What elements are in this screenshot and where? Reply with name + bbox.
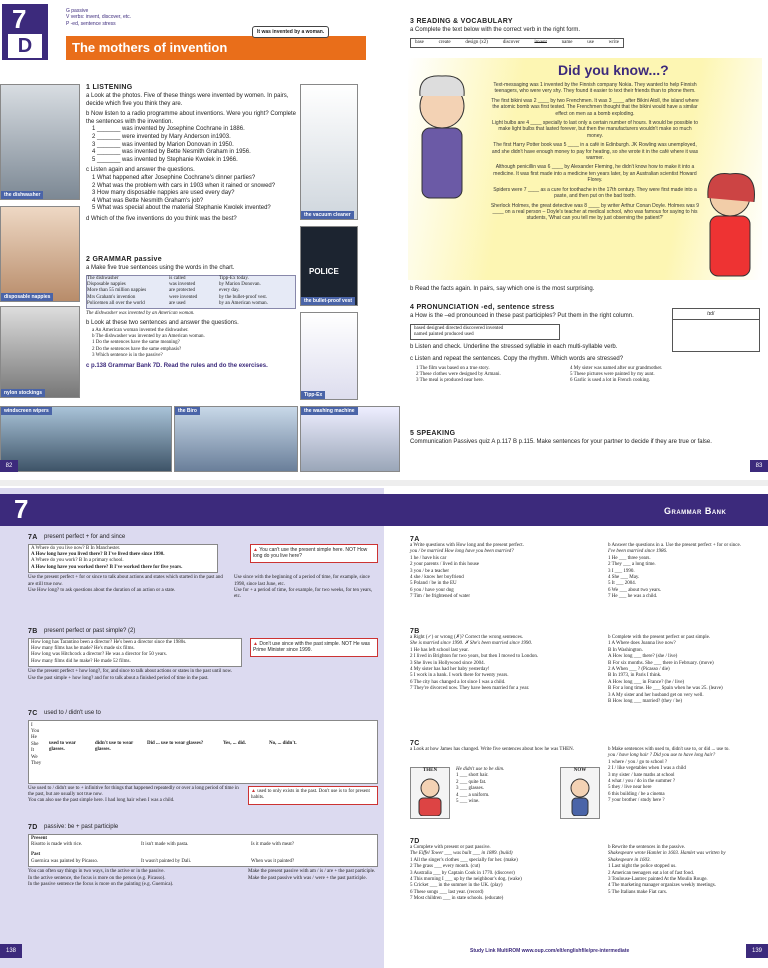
warning-box <box>250 638 378 657</box>
section-tag: 7B <box>28 628 38 635</box>
rule-note: Make the present passive with am / is / are + the past participle. <box>248 869 376 875</box>
vocab-heading: 3 READING & VOCABULARY <box>410 18 513 25</box>
word: named <box>414 332 428 337</box>
exercise-item: 6 We ___ about two years. <box>608 587 662 593</box>
exercise-instruction: b Rewrite the sentences in the passive. <box>608 845 686 850</box>
listening-c: c Listen again and answer the questions. <box>86 167 195 174</box>
speech-bubble: It was invented by a woman. <box>252 26 329 38</box>
exercise-item: 2 American teenagers eat a lot of fast food. <box>608 870 694 876</box>
chart-cell: was invented <box>169 282 196 287</box>
exercise-instruction: a Look at how James has changed. Write five sentences about how he was THEN. <box>410 747 575 752</box>
warning-icon: ▲ <box>253 547 258 553</box>
james-now-image <box>560 767 600 819</box>
chart-cell: The dishwasher <box>87 275 119 281</box>
spread-divider <box>0 480 768 486</box>
photo-washing-machine <box>300 406 400 472</box>
police-label: POLICE <box>309 267 339 276</box>
exercise-item: 1 ___ short hair. <box>456 773 489 779</box>
chart-cell: Policemen all over the world <box>87 301 145 307</box>
exercise-item: 1 He has left school last year. <box>410 647 469 653</box>
list-item: 1 The film was based on a true story. <box>416 365 490 371</box>
page-number-left: 82 <box>0 460 18 472</box>
exercise-item: 5 Cricket ___ in the summer in the UK. (play) <box>410 883 503 889</box>
list-item: 3 The meal is produced near here. <box>416 378 484 384</box>
list-item: 4 My sister was named after our grandmother. <box>570 365 663 371</box>
photo-caption: nylon stockings <box>1 389 45 397</box>
exercise-item: B How long ___ married? (they / be) <box>608 699 683 705</box>
pronunciation-section <box>410 304 760 385</box>
unit-number: 7 <box>12 4 27 34</box>
table-cell: Is it made with meat? <box>251 842 295 847</box>
photo-caption: windscreen wipers <box>1 407 52 415</box>
photo-vacuum <box>300 84 358 220</box>
exercise-item: 2 I / like vegetables when I was a child <box>608 766 686 772</box>
pronoun: It <box>31 748 35 754</box>
example-box <box>28 544 218 574</box>
woman-illustration <box>698 168 762 278</box>
word: painted <box>428 332 444 337</box>
rule-note: You can also use the past simple here. I had long hair when I was a child. <box>28 798 175 804</box>
exercise-item: 7 Tim / be frightened of water <box>410 594 470 600</box>
section-tag: 7A <box>28 534 38 541</box>
rule-note: Use the past simple + how long? and for to talk about a finished period of time in the past. <box>28 675 209 681</box>
ex-7d <box>410 838 760 903</box>
chart-cell: were invented <box>169 294 198 300</box>
section-tag: 7C <box>410 740 420 747</box>
listening-heading: 1 LISTENING <box>86 84 133 91</box>
page-number-left: 138 <box>0 944 22 958</box>
list-item: 2 What was the problem with cars in 1903 when it rained or snowed? <box>92 182 276 189</box>
list-item: a An American woman invented the dishwasher. <box>92 327 189 333</box>
word: write <box>608 39 619 45</box>
grammar-bank-link[interactable]: c p.138 Grammar Bank 7D. Read the rules and do the exercises. <box>86 362 268 369</box>
list-item: 5 _______ was invented by Stephanie Kwolek in 1966. <box>92 156 238 163</box>
grammar-bank-title: Grammar Bank <box>664 506 727 516</box>
section-tag: 7D <box>28 824 38 831</box>
rule-note: Make the past passive with was / were + the past participle. <box>248 875 367 881</box>
exercise-item: A How long ___ there? (she / live) <box>608 654 678 660</box>
pronoun: They <box>31 761 42 767</box>
listening-a: a Look at the photos. Five of these things were invented by women. In pairs, decide which five you think they are. <box>86 93 289 107</box>
exercise-example: She is married since 1990. ✗ She's been married since 1990. <box>410 641 533 647</box>
word-box <box>410 38 624 48</box>
example-row: How long was Hitchcock a director? He was a director for 50 years. <box>31 652 167 658</box>
section-title: passive: be + past participle <box>44 824 119 830</box>
warning-icon: ▲ <box>251 788 256 794</box>
rule-note: In the active sentence, the focus is more on the person (e.g. Picasso). <box>28 875 166 881</box>
exercise-example: He didn't use to be slim. <box>456 767 505 772</box>
exercise-item: 5 they / live near here <box>608 785 652 791</box>
rule-note: Use How long? to ask questions about the duration of an action or a state. <box>28 588 176 594</box>
example-row: A How long have you worked there? B I've worked there for five years. <box>31 564 183 570</box>
exercise-item: 2 your parents / lived in this house <box>410 562 480 568</box>
warning-text: You can't use the present simple here. NOT How long do you live here? <box>253 547 368 560</box>
exercise-item: 2 I lived in Brighton for two years, but then I moved to London. <box>410 654 539 660</box>
fact-paragraph: The first bikini was 2 ____ by two Frenchmen. It was 3 ____ after Bikini Atoll, the island where the atomic bomb was first tested. The Frenchmen thought that the bikini would have a similar effect on men as a bomb exploding. <box>491 97 699 117</box>
rule-note: Use the present perfect + for or since to talk about actions and states which started in the past and are still true now. <box>28 575 223 587</box>
unit-key <box>66 8 131 27</box>
exercise-example: I've been married since 1986. <box>608 549 668 555</box>
chart-cell: by an American woman. <box>219 301 268 307</box>
listening-b: b Now listen to a radio programme about inventions. Were you right? Complete the sentences with the invention. <box>86 111 296 125</box>
pronoun: You <box>31 729 40 734</box>
example-row: A Where do you live now? B In Manchester. <box>31 545 121 551</box>
fact-paragraph: Although penicillin was 6 ____ by Alexander Fleming, he didn't know how to make it into a medicine. It was first made into a medicine ten years later, by an Australian scientist Howard Florey. <box>493 164 697 184</box>
photo-wipers <box>0 406 172 472</box>
chart-cell: Disposable nappies <box>87 282 126 287</box>
exercise-item: 4 what / you / do in the summer ? <box>608 779 676 785</box>
word: base <box>415 39 424 45</box>
short-answer-yes: Yes, ... did. <box>223 740 246 746</box>
chart-cell: are protected <box>169 288 195 294</box>
photo-caption: the bullet-proof vest <box>301 297 355 305</box>
exercise-item: 3 ___ glasses. <box>456 786 484 792</box>
exercise-item: 2 ___ quite fat. <box>456 779 487 785</box>
photo-caption: the Biro <box>175 407 200 415</box>
exercise-item: 4 She ___ May. <box>608 575 640 581</box>
pron-word-box <box>410 324 560 341</box>
table-cell: It isn't made with pasta. <box>141 842 189 847</box>
example-row: How many films has he made? He's made six films. <box>31 646 135 651</box>
exercise-item: 3 my sister / hate maths at school <box>608 772 675 778</box>
example-row: How many films did he make? He made 52 films. <box>31 658 131 664</box>
bottom-spread <box>0 488 768 968</box>
rule-note: You can often say things in two ways, in the active or in the passive. <box>28 869 165 875</box>
fact-paragraph: Light bulbs are 4 ____ specially to last only a certain number of hours. It would be possible to make light bulbs that lasted forever, but then the manufacturers wouldn't make so much money. <box>492 120 698 139</box>
chart-cell: are used <box>169 301 186 307</box>
pronoun: He <box>31 735 37 741</box>
exercise-item: 4 ___ a uniform. <box>456 792 490 798</box>
table-cell: Risotto is made with rice. <box>31 842 83 847</box>
speaking-section <box>410 430 740 447</box>
pron-column-table <box>672 308 760 352</box>
exercise-item: 4 The marketing manager organizes weekly meetings. <box>608 883 716 889</box>
section-tag: 7C <box>28 710 38 717</box>
exercise-example: Shakespeare wrote Hamlet in 1603. Hamlet was written by Shakespeare in 1603. <box>608 851 726 863</box>
list-item: 3 How many disposable nappies are used every day? <box>92 190 235 197</box>
rule-note: Use the present perfect + how long?, for, and since to talk about actions or states in the past until now. <box>28 669 233 675</box>
photo-caption: the dishwasher <box>1 191 43 199</box>
exercise-item: 3 A My sister and her husband get on very well. <box>608 692 704 698</box>
exercise-item: 3 She lives in Hollywood since 2004. <box>410 660 485 666</box>
fact-paragraph: Sherlock Holmes, the great detective was 8 ____ by writer Arthur Conan Doyle. Holmes was 9 ____ on a real person – Doyle's teacher at medical school, who was famous for saying to his students, 'What can you tell me by just observing the patient?' <box>490 202 700 222</box>
grammar-chart <box>86 275 296 309</box>
rule-note: Use used to / didn't use to + infinitive for things that happened repeatedly or over a long period of time in the past, but are usually not true now. <box>28 785 239 797</box>
list-item: 5 These pictures were painted by my aunt. <box>570 372 655 377</box>
word: create <box>438 39 451 45</box>
chart-cell: is called <box>169 275 186 281</box>
speaking-text[interactable]: Communication Passives quiz A p.117 B p.115. Make sentences for your partner to decide if they are true or false. <box>410 439 712 445</box>
warning-box <box>250 544 378 563</box>
photo-caption: disposable nappies <box>1 293 53 301</box>
photo-caption: Tipp-Ex <box>301 391 325 399</box>
grammar-b: b Look at these two sentences and answer the questions. <box>86 320 239 327</box>
exercise-item: 3 I ___ 1990. <box>608 568 635 574</box>
chart-cell: More than 55 million nappies <box>87 288 147 294</box>
list-item: 4 _______ was invented by Bette Nesmith Graham in 1956. <box>92 149 251 156</box>
pronoun: She <box>31 741 39 747</box>
exercise-item: B For a long time. He ___ Spain when he was 25. (leave) <box>608 686 723 692</box>
exercise-item: 2 A When ___ ? (Picasso / die) <box>608 667 670 673</box>
warning-text: Don't use since with the past simple. NOT He was Prime Minister since 1999. <box>253 641 370 654</box>
page-number-right: 139 <box>746 944 768 958</box>
exercise-item: 1 where / you / go to school ? <box>608 759 668 765</box>
table-cell: Guernica was painted by Picasso. <box>31 858 99 864</box>
exercise-item: 1 he / have his car <box>410 555 447 561</box>
photo-vest <box>300 226 358 306</box>
word: based <box>414 325 426 331</box>
example-row: A How long have you lived there? B I've lived there since 1990. <box>31 552 165 557</box>
exercise-example: you / be married How long have you been married? <box>410 549 514 555</box>
passive-table <box>28 834 378 868</box>
key-grammar: G passive <box>66 8 89 14</box>
exercise-item: 5 ___ wine. <box>456 799 480 805</box>
warning-icon: ▲ <box>253 641 258 647</box>
exercise-item: 4 she / know her boyfriend <box>410 575 464 581</box>
grammar-example: The dishwasher was invented by an American woman. <box>86 310 195 316</box>
used-to-table <box>28 720 378 784</box>
exercise-item: 5 Poland / be in the EU <box>410 581 457 587</box>
exercise-item: 7 Most children ___ in state schools. (educate) <box>410 896 504 902</box>
pron-column-header: /ɪd/ <box>707 311 715 317</box>
exercise-instruction: a Complete with present or past passive. <box>410 845 491 850</box>
exercise-item: 6 The city has changed a lot since I was a child. <box>410 679 506 685</box>
warning-text: used to only exists in the past. Don't use is to for present habits. <box>251 788 370 800</box>
list-item: 1 Do the sentences have the same meaning? <box>92 340 180 346</box>
unit-number-badge <box>2 4 48 60</box>
photo-tippex <box>300 312 358 400</box>
did-you-know-panel <box>408 58 762 280</box>
exercise-item: 3 Toulouse-Lautrec painted At the Moulin Rouge. <box>608 877 708 883</box>
exercise-example: you / have long hair ? Did you use to have long hair? <box>608 753 716 759</box>
ex-7c <box>410 740 760 825</box>
exercise-item: 5 The Italians make Fiat cars. <box>608 889 668 895</box>
word: design (x2) <box>465 39 488 45</box>
reading-b: b Read the facts again. In pairs, say which one is the most surprising. <box>410 286 595 292</box>
section-title: used to / didn't use to <box>44 710 101 716</box>
unit-number: 7 <box>14 494 29 524</box>
dyk-paragraphs <box>490 82 700 222</box>
exercise-item: 7 They're divorced now. They have been married for a year. <box>410 686 530 692</box>
fact-paragraph: The first Harry Potter book was 5 ____ in a café in Edinburgh. JK Rowling was unemployed, and she didn't have enough money to pay for heating, so she wrote it in the café where it was warmer. <box>491 142 699 162</box>
rules-7b <box>28 628 378 682</box>
james-then-image <box>410 767 450 819</box>
section-title: present perfect + for and since <box>44 534 126 540</box>
exercise-item: A How long ___ in France? (he / live) <box>608 679 685 685</box>
exercise-item: 6 These songs ___ last year. (record) <box>410 889 484 895</box>
list-item: 6 Garlic is used a lot in French cooking. <box>570 378 651 384</box>
chart-cell: Tipp-Ex today. <box>219 275 249 281</box>
section-tag: 7B <box>410 628 420 635</box>
list-item: 2 Do the sentences have the same emphasis? <box>92 346 182 352</box>
speaking-heading: 5 SPEAKING <box>410 430 456 437</box>
vocab-a: a Complete the text below with the correct verb in the right form. <box>410 27 581 33</box>
exercise-item: 3 Australia ___ by Captain Cook in 1770. (discover) <box>410 870 515 876</box>
grammar-section <box>86 256 296 370</box>
exercise-item: 6 you / have your dog <box>410 587 454 593</box>
table-cell: It wasn't painted by Dali. <box>141 858 192 864</box>
list-item: 5 What was special about the material Stephanie Kwolek invented? <box>92 205 271 212</box>
warning-box <box>248 786 378 805</box>
word: invented <box>485 325 504 331</box>
word: discovered <box>463 325 485 331</box>
exercise-item: 4 This morning I ___ up by the neighbour's dog. (wake) <box>410 877 522 883</box>
exercise-item: 1 Last night the police stopped us. <box>608 864 677 870</box>
list-item: b The dishwasher was invented by an American woman. <box>92 334 205 340</box>
positive-form: used to wear glasses. <box>49 740 76 752</box>
exercise-instruction: b Make sentences with used to, didn't use to, or did ... use to. <box>608 747 730 752</box>
exercise-instruction: a Write questions with How long and the present perfect. <box>410 543 524 548</box>
exercise-item: 3 you / be a teacher <box>410 568 450 574</box>
chart-cell: every day. <box>219 288 240 294</box>
fact-paragraph: Text-messaging was 1 invented by the Finnish company Nokia. They wanted to help Finnish teenagers, who were very shy. They found it easier to text their friends than to phone them. <box>493 82 697 95</box>
list-item: 4 What was Bette Nesmith Graham's job? <box>92 197 204 204</box>
table-cell: When was it painted? <box>251 858 295 864</box>
pron-b: b Listen and check. Underline the stressed syllable in each multi-syllable verb. <box>410 344 618 351</box>
listening-d: d Which of the five inventions do you think was the best? <box>86 215 237 222</box>
exercise-item: 1 All the singer's clothes ___ specially for her. (make) <box>410 857 518 863</box>
exercise-item: 7 He ___ he was a child. <box>608 594 658 600</box>
exercise-item: 5 It ___ 2004. <box>608 581 637 587</box>
grammar-heading: 2 GRAMMAR passive <box>86 256 162 263</box>
ex-7a <box>410 536 760 601</box>
vocab-section <box>410 18 760 48</box>
exercise-item: B For six months. She ___ there in February. (move) <box>608 660 714 666</box>
word: designed <box>426 325 445 331</box>
pronoun: We <box>31 754 38 760</box>
exercise-item: B In 1973, in Paris I think. <box>608 673 662 679</box>
list-item: 2 _______ were invented by Mary Anderson in1903. <box>92 133 231 140</box>
pronoun: I <box>31 722 33 728</box>
photo-caption: the washing machine <box>301 407 358 415</box>
chart-cell: by the bullet-proof vest. <box>219 294 268 300</box>
list-item: 2 These clothes were designed by Armani. <box>416 372 501 377</box>
page-number-right: 83 <box>750 460 768 472</box>
key-vocab: V verbs: invent, discover, etc. <box>66 14 132 21</box>
example-row: A Where do you work? B In a primary school. <box>31 558 124 564</box>
exercise-item: 2 The grass ___ every month. (cut) <box>410 864 481 870</box>
list-item: 3 Which sentence is in the passive? <box>92 353 163 359</box>
word: used <box>464 332 474 337</box>
rule-note: Use since with the beginning of a period of time, for example, since 1998, since last June, etc. <box>234 575 370 587</box>
grammar-b-items <box>86 328 296 360</box>
exercise-item: 7 your brother / study here ? <box>608 798 665 804</box>
fact-paragraph: Spiders were 7 ____ as a cure for toothache in the 17th century. They were first made into a paste, and then put on the bad tooth. <box>493 186 697 200</box>
example-box <box>28 638 242 668</box>
list-item: 1 What happened after Josephine Cochrane's dinner parties? <box>92 174 256 181</box>
exercise-item: 5 I work in a bank. I work there for twenty years. <box>410 673 509 679</box>
chart-cell: by Marion Donovan. <box>219 282 261 287</box>
word: discover <box>502 39 520 45</box>
now-label: NOW <box>573 768 587 773</box>
exercise-instruction: a Right (✓) or wrong (✗)? Correct the wrong sentences. <box>410 635 524 640</box>
word: name <box>561 39 573 45</box>
word: invent <box>534 39 547 45</box>
rules-7c <box>28 710 378 805</box>
question-form: Did ... use to wear glasses? <box>147 740 204 746</box>
did-you-know-title: Did you know...? <box>558 62 669 78</box>
negative-form: didn't use to wear glasses. <box>95 740 134 752</box>
word: use <box>587 39 594 45</box>
word: directed <box>445 325 462 331</box>
top-spread <box>0 0 768 478</box>
list-item: 3 _______ was invented by Marion Donovan in 1950. <box>92 141 234 148</box>
listening-section <box>86 84 296 224</box>
exercise-item: B In Washington. <box>608 647 643 653</box>
pron-heading: 4 PRONUNCIATION -ed, sentence stress <box>410 304 555 311</box>
exercise-item: 1 A Where does Joanna live now? <box>608 641 676 647</box>
table-header: Past <box>31 852 41 858</box>
exercise-instruction: b Complete with the present perfect or past simple. <box>608 635 711 640</box>
section-tag: 7D <box>410 838 420 845</box>
listening-c-items <box>86 175 296 213</box>
then-label: THEN <box>422 768 438 773</box>
section-title: present perfect or past simple? (2) <box>44 628 136 634</box>
table-header: Present <box>31 835 48 841</box>
rule-note: Use for + a period of time, for example, for two weeks, for ten years, etc. <box>234 588 373 600</box>
pron-c: c Listen and repeat the sentences. Copy the rhythm. Which words are stressed? <box>410 356 624 362</box>
title-bar: The mothers of invention <box>66 36 366 60</box>
listening-b-items <box>86 126 296 164</box>
photo-dishwasher <box>0 84 80 200</box>
bank-header <box>0 494 768 526</box>
section-tag: 7A <box>410 536 420 543</box>
photo-biro <box>174 406 298 472</box>
exercise-item: 4 My sister has had her baby yesterday! <box>410 667 490 673</box>
einstein-illustration <box>408 66 478 216</box>
chart-cell: Mrs Graham's invention <box>87 294 136 300</box>
key-pron: P -ed, sentence stress <box>66 20 116 27</box>
footer-link[interactable]: Study Link MultiROM www.oup.com/elt/englishfile/pre-intermediate <box>470 948 630 954</box>
list-item: 1 _______ was invented by Josephine Cochrane in 1886. <box>92 126 245 133</box>
example-row: How long has Tarantino been a director? He's been a director since the 1980s. <box>31 639 187 645</box>
exercise-example: The Eiffel Tower ___ was built ___ in 1889. (build) <box>410 851 513 857</box>
exercise-item: 1 He ___ three years. <box>608 555 651 561</box>
photo-nylon <box>0 306 80 398</box>
pron-a: a How is the –ed pronounced in these past participles? Put them in the right column. <box>410 313 634 319</box>
photo-nappies <box>0 206 80 302</box>
rule-note: In the passive sentence the focus is more on the painting (e.g. Guernica). <box>28 882 174 888</box>
grammar-a: a Make five true sentences using the words in the chart. <box>86 265 235 271</box>
word: produced <box>444 332 464 337</box>
ex-7b <box>410 628 760 705</box>
photo-caption: the vacuum cleaner <box>301 211 354 219</box>
exercise-item: 6 this building / be a cinema <box>608 791 665 797</box>
pron-c-items <box>410 366 760 385</box>
unit-letter-box: D <box>8 34 42 58</box>
rules-7d <box>28 824 378 888</box>
exercise-instruction: b Answer the questions in a. Use the present perfect + for or since. <box>608 543 741 548</box>
rules-7a <box>28 534 378 601</box>
short-answer-no: No, ... didn't. <box>269 740 297 746</box>
exercise-item: 2 They ___ a long time. <box>608 562 656 568</box>
